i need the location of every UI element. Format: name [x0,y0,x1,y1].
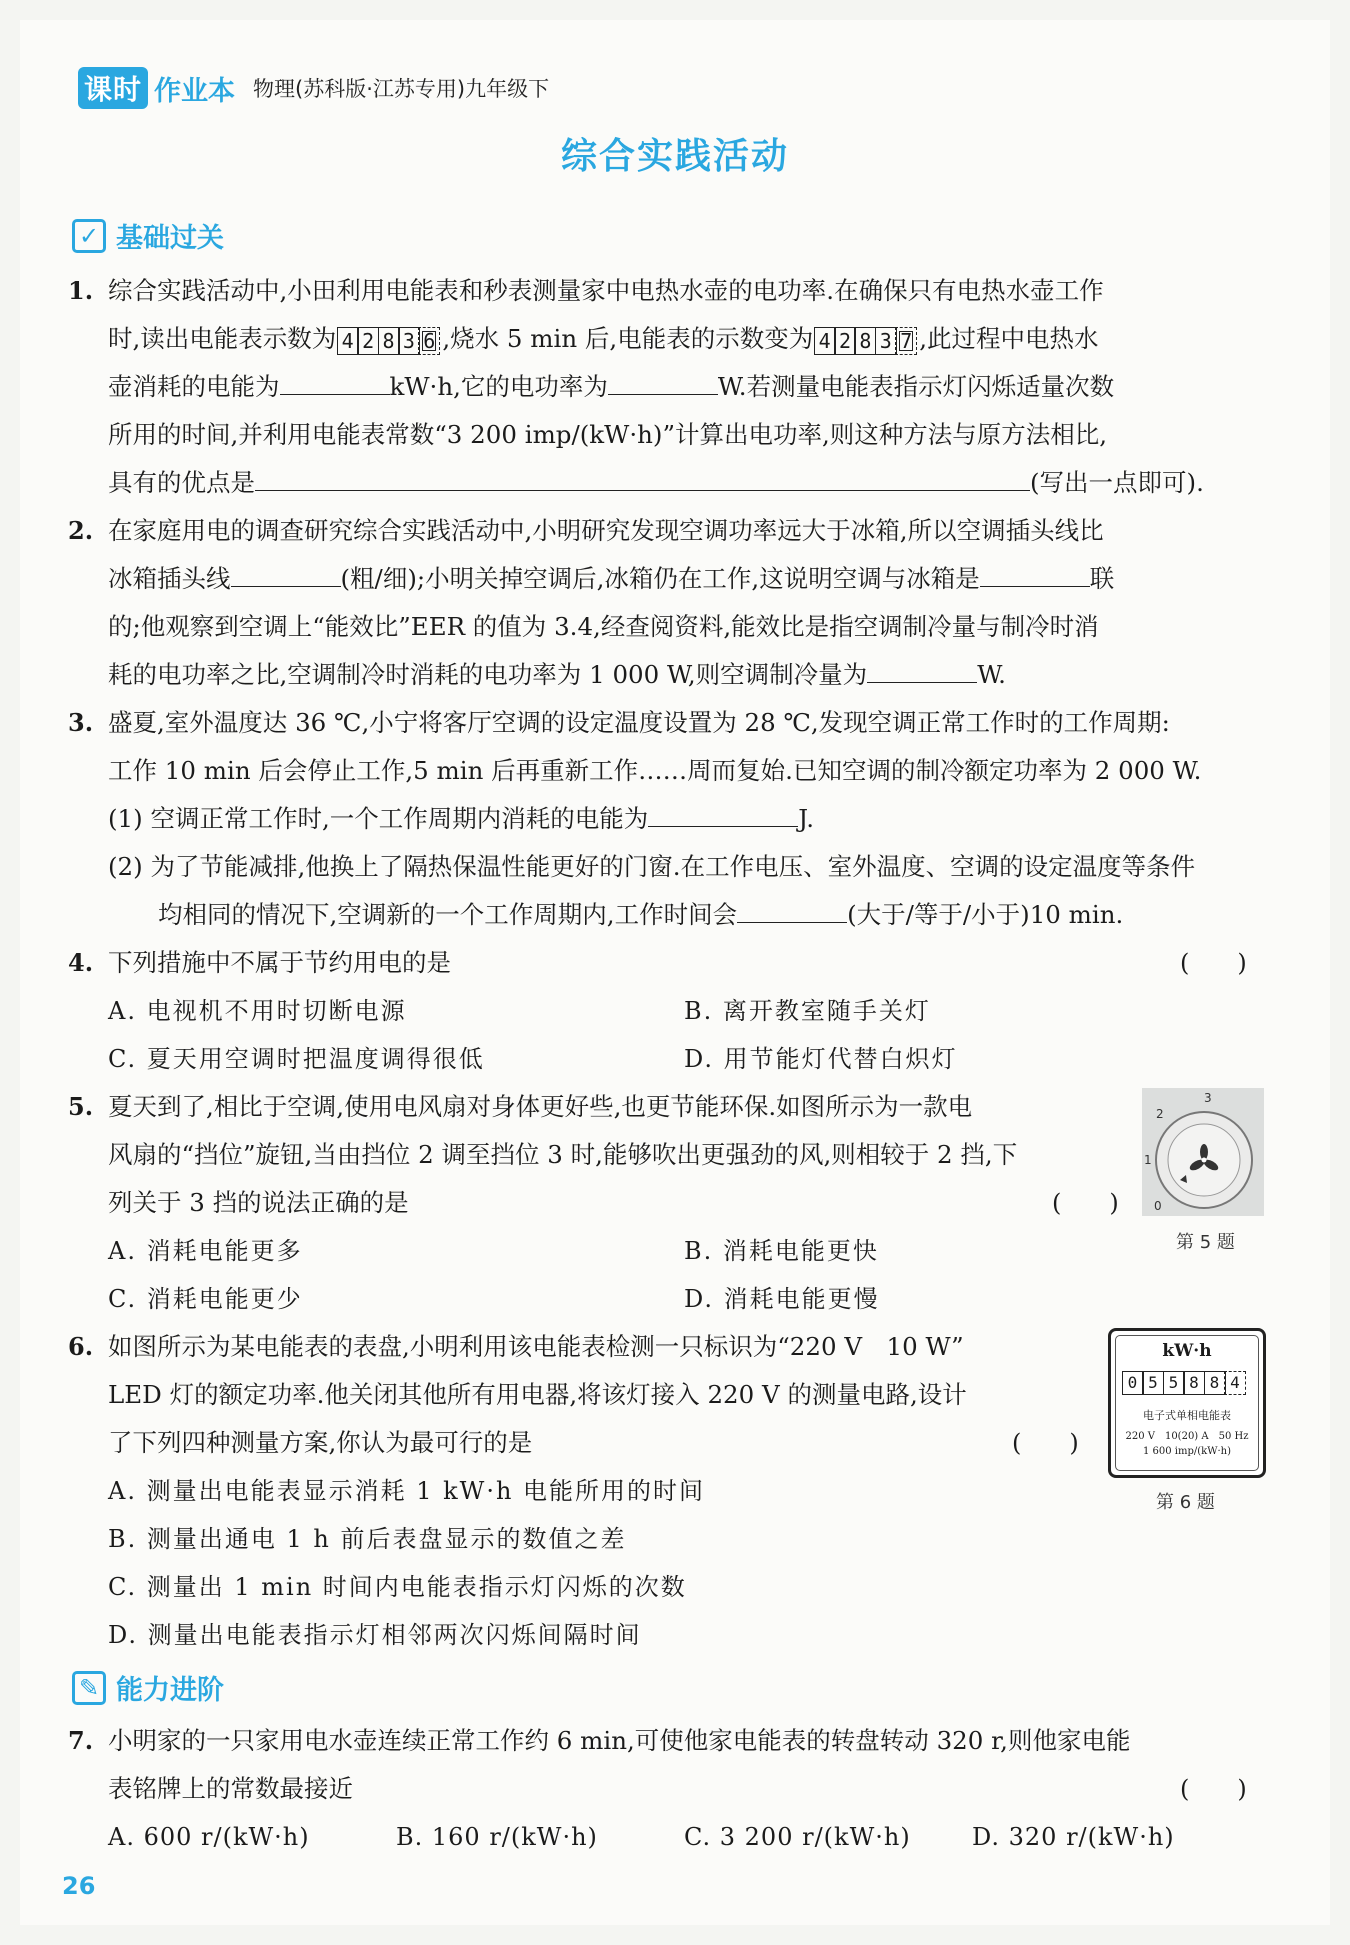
option-a[interactable]: A. 电视机不用时切断电源 [108,997,407,1025]
option-c[interactable]: C. 测量出 1 min 时间内电能表指示灯闪烁的次数 [108,1573,687,1601]
q7-line: 表铭牌上的常数最接近 [108,1774,353,1803]
subject-label: 物理(苏科版·江苏专用)九年级下 [253,77,550,101]
meter-digit: 2 [834,327,856,355]
answer-paren[interactable]: ( ) [1012,1429,1079,1457]
meter-digits [1123,1371,1246,1395]
meter-reading-after [815,327,917,355]
q4-stem: 下列措施中不属于节约用电的是 [108,948,451,977]
q7-line: 小明家的一只家用电水壶连续正常工作约 6 min,可使他家电能表的转盘转动 320 r,则他家电能 [108,1726,1131,1755]
q1-text: kW·h,它的电功率为 [389,372,608,401]
q6-line: LED 灯的额定功率.他关闭其他所有用电器,将该灯接入 220 V 的测量电路,设计 [108,1380,967,1409]
q2-text: W. [977,660,1006,689]
page-title: 综合实践活动 [560,136,789,177]
q6-line: 了下列四种测量方案,你认为最可行的是 [108,1428,533,1457]
answer-paren[interactable]: ( ) [1180,949,1247,977]
q5-line: 列关于 3 挡的说法正确的是 [108,1188,409,1217]
question-number: 3. [68,708,94,737]
option-a[interactable]: A. 600 r/(kW·h) [108,1823,310,1851]
figure-caption: 第 5 题 [1176,1232,1235,1253]
answer-blank[interactable] [231,562,341,587]
q1-line [108,322,1099,356]
page-number: 26 [62,1872,96,1900]
option-a[interactable]: A. 消耗电能更多 [108,1237,303,1265]
meter-digit: 5 [1142,1371,1164,1395]
meter-digit: 3 [875,327,897,355]
knob-label-0: 0 [1154,1199,1162,1213]
energy-meter-figure [1108,1328,1266,1478]
section-advanced [72,1668,224,1707]
q2-text: 冰箱插头线 [108,564,231,593]
meter-digit: 0 [1122,1371,1144,1395]
knob-label-2: 2 [1156,1107,1164,1121]
q2-text: 耗的电功率之比,空调制冷时消耗的电功率为 1 000 W,则空调制冷量为 [108,660,868,689]
option-b[interactable]: B. 160 r/(kW·h) [396,1823,598,1851]
question-number: 5. [68,1092,94,1121]
option-d[interactable]: D. 测量出电能表指示灯相邻两次闪烁间隔时间 [108,1621,642,1649]
q3-line: 工作 10 min 后会停止工作,5 min 后再重新工作……周而复始.已知空调的制冷额定功率为 2 000 W. [108,756,1202,785]
meter-spec: 220 V 10(20) A 50 Hz [1125,1431,1249,1442]
meter-digit: 7 [895,327,917,355]
answer-blank[interactable] [280,370,390,395]
answer-paren[interactable]: ( ) [1052,1189,1119,1217]
option-a[interactable]: A. 测量出电能表显示消耗 1 kW·h 电能所用的时间 [108,1477,706,1505]
q1-text: (写出一点即可). [1030,468,1204,497]
figure-caption: 第 6 题 [1156,1492,1215,1513]
option-d[interactable]: D. 320 r/(kW·h) [972,1823,1175,1851]
answer-blank[interactable] [980,562,1090,587]
meter-digit: 5 [1163,1371,1185,1395]
option-c[interactable]: C. 3 200 r/(kW·h) [684,1823,911,1851]
meter-digit: 6 [418,327,440,355]
question-number: 6. [68,1332,94,1361]
q1-text: 具有的优点是 [108,468,255,497]
q1-text: 时,读出电能表示数为 [108,324,337,353]
q1-line: 综合实践活动中,小田利用电能表和秒表测量家中电热水壶的电功率.在确保只有电热水壶工作 [108,276,1104,305]
q3-text: (大于/等于/小于)10 min. [847,900,1124,929]
q2-line: 的;他观察到空调上“能效比”EER 的值为 3.4,经查阅资料,能效比是指空调制冷量与制冷时消 [108,612,1099,641]
section-label: 基础过关 [116,223,224,254]
q2-text: (粗/细);小明关掉空调后,冰箱仍在工作,这说明空调与冰箱是 [340,564,980,593]
meter-digit: 4 [814,327,836,355]
q2-line: 在家庭用电的调查研究综合实践活动中,小明研究发现空调功率远大于冰箱,所以空调插头线比 [108,516,1104,545]
q3-line [158,898,1123,932]
q3-subquestion [108,802,814,836]
meter-digit: 8 [378,327,400,355]
meter-digit: 4 [337,327,359,355]
answer-blank[interactable] [608,370,718,395]
fan-knob-figure [1142,1088,1264,1216]
option-c[interactable]: C. 夏天用空调时把温度调得很低 [108,1045,485,1073]
answer-blank[interactable] [737,898,847,923]
q2-text: 联 [1089,564,1115,593]
q1-text: ,烧水 5 min 后,电能表的示数变为 [442,324,814,353]
q3-text: (1) 空调正常工作时,一个工作周期内消耗的电能为 [108,804,649,833]
brand-logo: 课时 [78,67,148,109]
q1-line [108,466,1204,500]
q5-line: 夏天到了,相比于空调,使用电风扇对身体更好些,也更节能环保.如图所示为一款电 [108,1092,973,1121]
knob-label-3: 3 [1204,1091,1212,1105]
header [78,68,549,108]
checkbox-icon: ✓ [72,219,106,253]
q2-line [108,562,1114,596]
meter-digit: 4 [1224,1371,1246,1395]
q1-line: 所用的时间,并利用电能表常数“3 200 imp/(kW·h)”计算出电功率,则这种方法与原方法相比, [108,420,1108,449]
knob-label-1: 1 [1144,1153,1152,1167]
meter-digit: 3 [398,327,420,355]
pencil-icon: ✎ [72,1671,106,1705]
meter-digit: 8 [854,327,876,355]
question-number: 2. [68,516,94,545]
meter-digit: 8 [1204,1371,1226,1395]
q2-line [108,658,1006,692]
answer-blank[interactable] [648,802,798,827]
brand-name: 作业本 [154,75,236,107]
q3-text: J. [798,804,814,833]
option-b[interactable]: B. 测量出通电 1 h 前后表盘显示的数值之差 [108,1525,627,1553]
meter-reading-before [338,327,440,355]
answer-blank[interactable] [255,466,1030,491]
q3-subquestion: (2) 为了节能减排,他换上了隔热保温性能更好的门窗.在工作电压、室外温度、空调的设定温度等条件 [108,852,1196,881]
option-d[interactable]: D. 消耗电能更慢 [684,1285,880,1313]
option-b[interactable]: B. 消耗电能更快 [684,1237,879,1265]
q6-line: 如图所示为某电能表的表盘,小明利用该电能表检测一只标识为“220 V 10 W” [108,1332,964,1361]
question-number: 4. [68,948,94,977]
option-b[interactable]: B. 离开教室随手关灯 [684,997,931,1025]
q3-text: 均相同的情况下,空调新的一个工作周期内,工作时间会 [158,900,738,929]
q1-text: ,此过程中电热水 [919,324,1099,353]
question-number: 7. [68,1726,94,1755]
answer-paren[interactable]: ( ) [1180,1775,1247,1803]
meter-digit: 8 [1183,1371,1205,1395]
answer-blank[interactable] [867,658,977,683]
meter-name: 电子式单相电能表 [1143,1409,1231,1422]
question-number: 1. [68,276,94,305]
q1-text: 壶消耗的电能为 [108,372,280,401]
q3-line: 盛夏,室外温度达 36 ℃,小宁将客厅空调的设定温度设置为 28 ℃,发现空调正常工作时的工作周期: [108,708,1170,737]
q1-text: W.若测量电能表指示灯闪烁适量次数 [717,372,1115,401]
section-basic [72,216,224,255]
meter-constant: 1 600 imp/(kW·h) [1142,1446,1232,1457]
option-c[interactable]: C. 消耗电能更少 [108,1285,303,1313]
option-d[interactable]: D. 用节能灯代替白炽灯 [684,1045,958,1073]
q5-line: 风扇的“挡位”旋钮,当由挡位 2 调至挡位 3 时,能够吹出更强劲的风,则相较于 2 挡,下 [108,1140,1018,1169]
section-label: 能力进阶 [116,1675,224,1706]
q1-line [108,370,1114,404]
meter-unit: kW·h [1162,1341,1212,1361]
meter-digit: 2 [357,327,379,355]
